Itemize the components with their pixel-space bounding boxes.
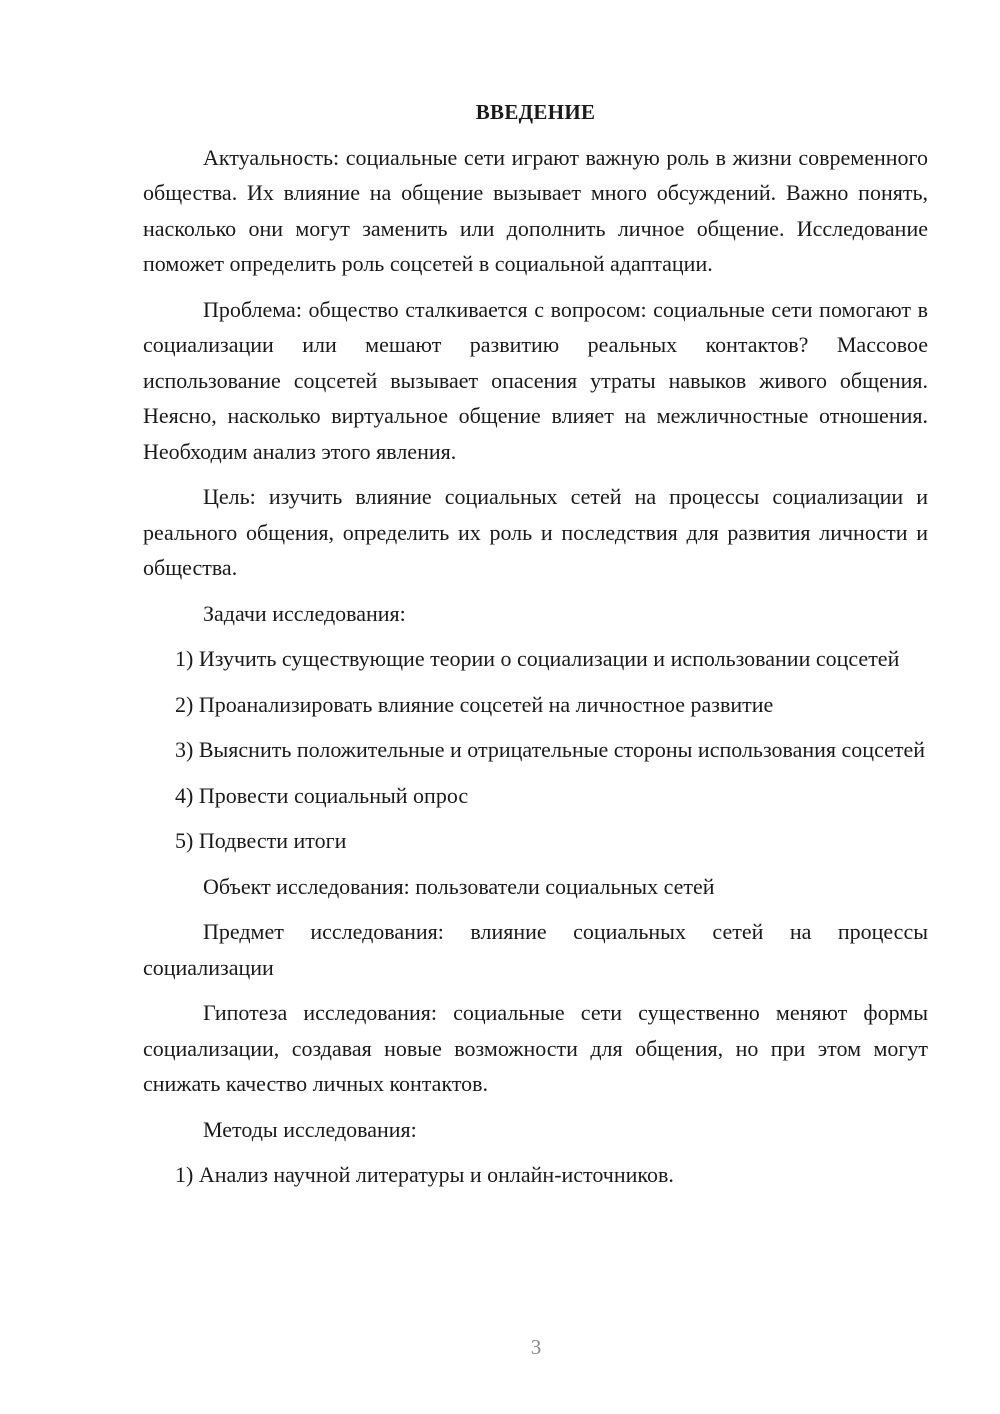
relevance-paragraph: Актуальность: социальные сети играют важную роль в жизни современного общества. Их влияние на общение вызывает много обсуждений. Важно понять, насколько они могут заменить или дополнить личное общение. Исследование поможет определить роль соцсетей в социальной адаптации. [143,144,928,276]
subject-paragraph: Предмет исследования: влияние социальных сетей на процессы социализации [143,919,928,980]
methods-heading: Методы исследования: [203,1116,417,1142]
task-item-5: 5) Подвести итоги [175,828,347,853]
method-item-1: 1) Анализ научной литературы и онлайн-источников. [175,1162,674,1187]
task-item-2: 2) Проанализировать влияние соцсетей на личностное развитие [175,691,774,717]
hypothesis-paragraph: Гипотеза исследования: социальные сети существенно меняют формы социализации, создавая новые возможности для общения, но при этом могут снижать качество личных контактов. [143,1000,928,1096]
task-item-1: 1) Изучить существующие теории о социализации и использовании соцсетей [175,646,900,671]
problem-paragraph: Проблема: общество сталкивается с вопросом: социальные сети помогают в социализации или мешают развитию реальных контактов? Массовое использование соцсетей вызывает опасения утраты навыков живого общения. Неясно, насколько виртуальное общение влияет на межличностные отношения. Необходим анализ этого явления. [143,296,928,464]
task-item-4: 4) Провести социальный опрос [175,782,469,808]
task-item-3: 3) Выяснить положительные и отрицательные стороны использования соцсетей [175,737,926,762]
document-page [143,95,928,1203]
document-heading: ВВЕДЕНИЕ [475,100,596,124]
page-number: 3 [530,1335,542,1359]
goal-paragraph: Цель: изучить влияние социальных сетей на процессы социализации и реального общения, определить их роль и последствия для развития личности и общества. [143,484,928,580]
tasks-heading: Задачи исследования: [203,600,406,626]
object-paragraph: Объект исследования: пользователи социальных сетей [203,873,715,899]
